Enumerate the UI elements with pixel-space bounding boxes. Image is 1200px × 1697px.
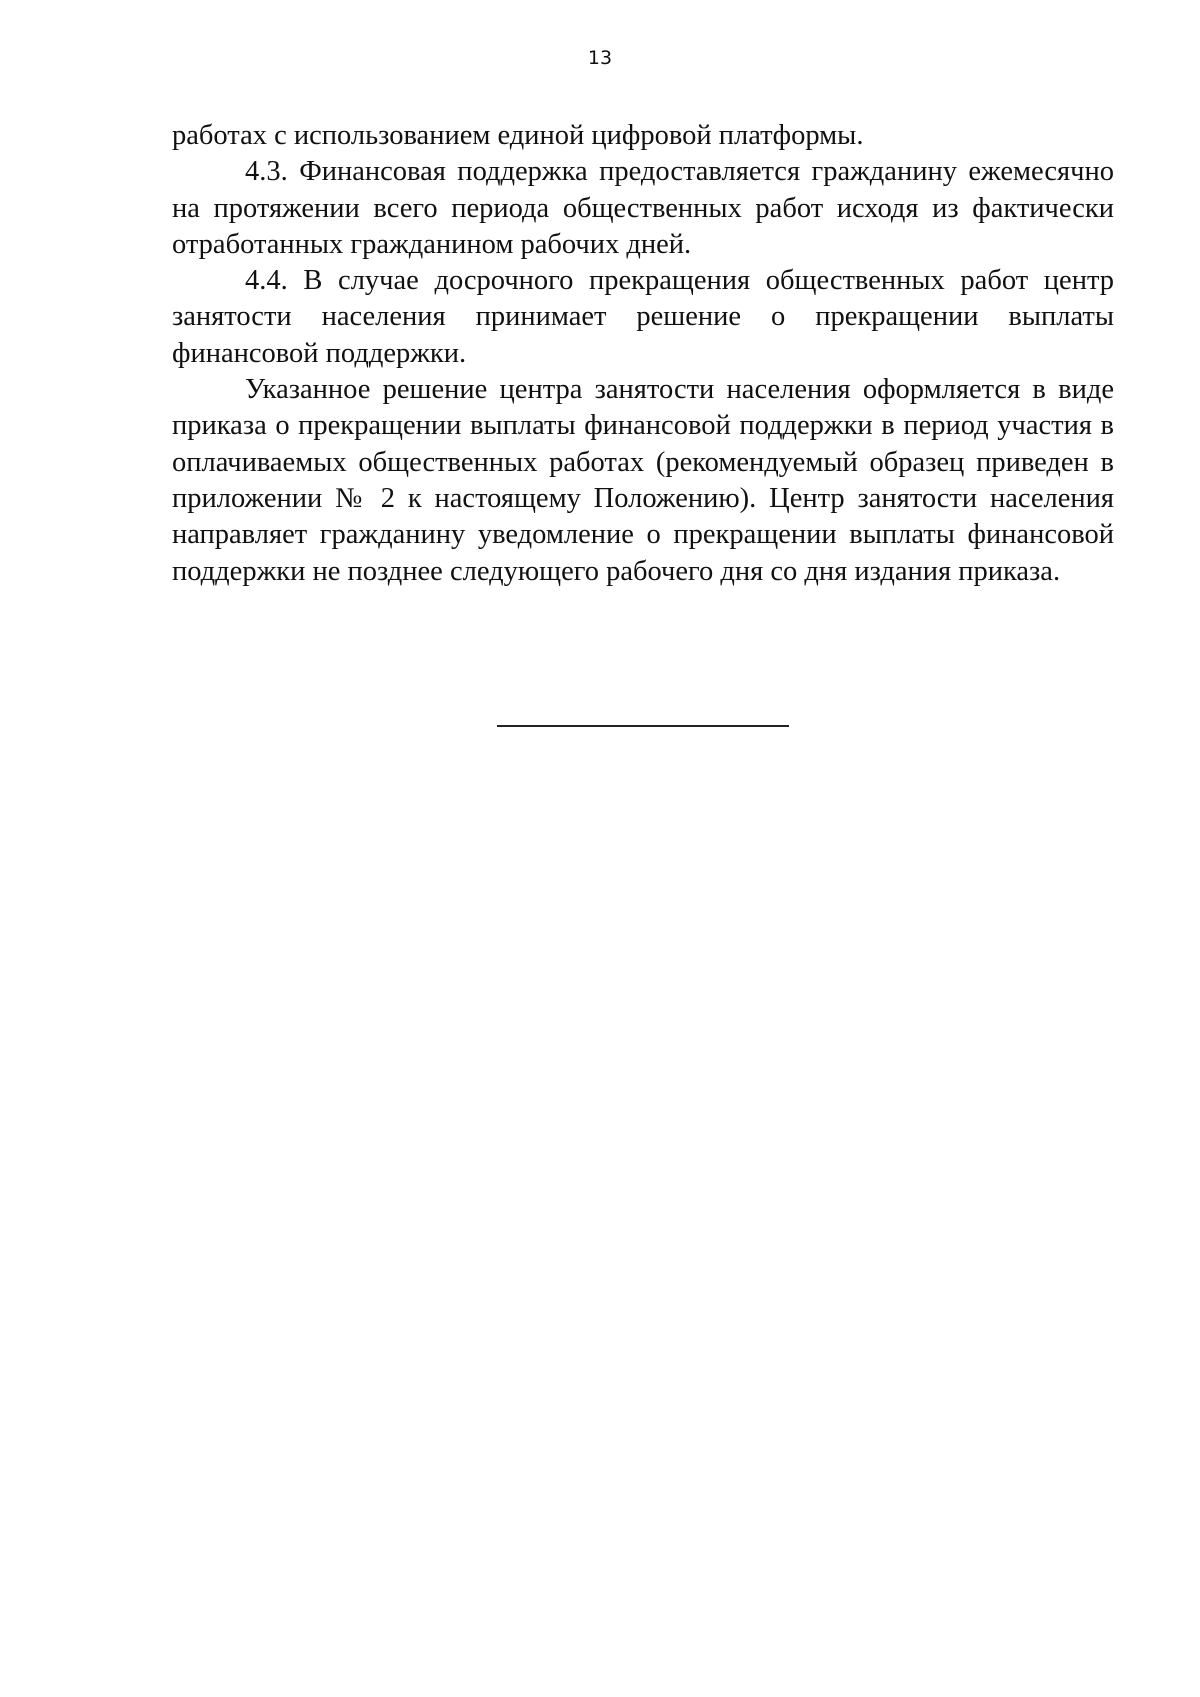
end-of-document-rule [497, 725, 789, 727]
paragraph-continuation: работах с использованием единой цифровой платформы. [172, 120, 864, 151]
page-number: 13 [587, 47, 613, 69]
document-body [172, 118, 1114, 590]
paragraph-4-4: 4.4. В случае досрочного прекращения общественных работ центр занятости населения принимает решение о прекращении выплаты финансовой поддержки. [172, 265, 1114, 369]
paragraph-order-notice: Указанное решение центра занятости населения оформляется в виде приказа о прекращении выплаты финансовой поддержки в период участия в оплачиваемых общественных работах (рекомендуемый образец приведен в приложении № 2 к настоящему Положению). Центр занятости населения направляет гражданину уведомление о прекращении выплаты финансовой поддержки не позднее следующего рабочего дня со дня издания приказа. [172, 374, 1114, 587]
paragraph-4-3: 4.3. Финансовая поддержка предоставляется гражданину ежемесячно на протяжении всего периода общественных работ исходя из фактически отработанных гражданином рабочих дней. [172, 156, 1114, 260]
